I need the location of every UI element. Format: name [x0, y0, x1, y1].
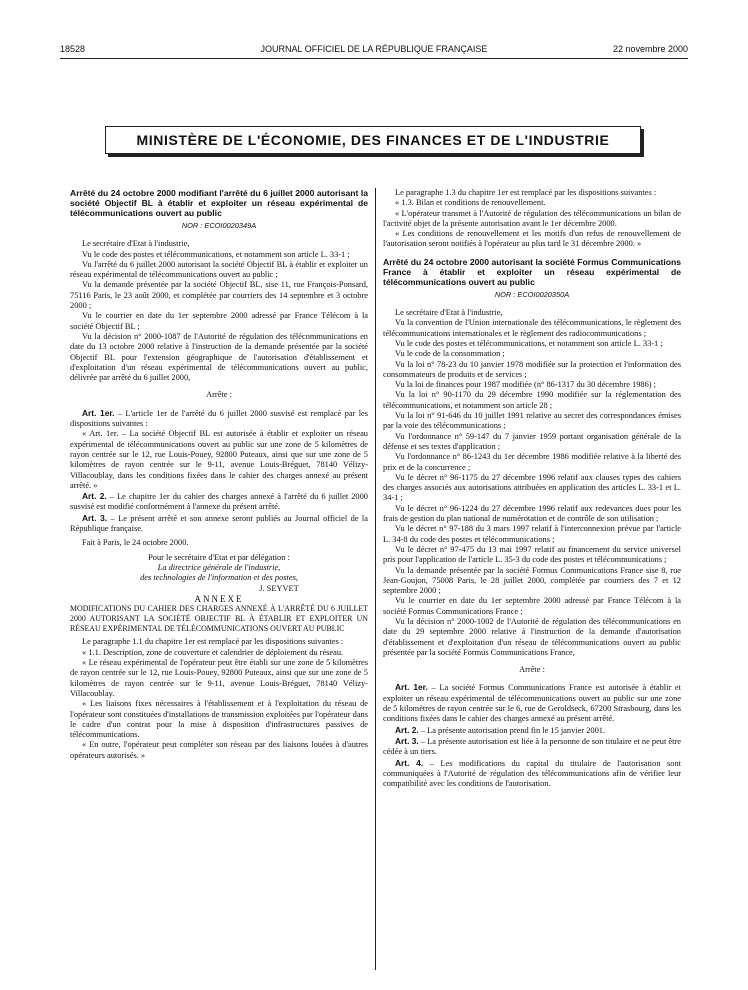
article-label: Art. 3. [82, 512, 108, 523]
arrete-heading: Arrête : [206, 390, 232, 400]
left-column [70, 188, 368, 761]
signature-line: La directrice générale de l'industrie, [157, 562, 281, 572]
paragraph: Vu le décret n° 96-1224 du 27 décembre 1996 relatif aux redevances dues pour les frais de gestion du plan national de numérotation et de contrôle de son utilisation ; [383, 503, 681, 524]
journal-title: JOURNAL OFFICIEL DE LA RÉPUBLIQUE FRANÇAISE [260, 44, 488, 54]
article: Art. 2. – La présente autorisation prend fin le 15 janvier 2001. [395, 724, 606, 735]
nor-reference: NOR : ECOI0020350A [494, 289, 570, 299]
ministry-banner [105, 126, 641, 154]
article-label: Art. 2. [82, 491, 107, 502]
article: Art. 3. – La présente autorisation est liée à la personne de son titulaire et ne peut être cédée à un tiers. [383, 735, 681, 757]
paragraph: « 1.1. Description, zone de couverture et calendrier de déploiement du réseau. [82, 647, 344, 657]
paragraph: « Les liaisons fixes nécessaires à l'établissement et à l'exploitation du réseau de l'opérateur sont constituées d'installations de transmission exploitées par l'opérateur dans le cadre d'un contrat pour la mise à disposition d'infrastructures passives de télécommunications. [70, 699, 368, 740]
paragraph: « Le réseau expérimental de l'opérateur peut être établi sur une zone de 5 kilomètres de rayon centrée sur le 12, rue Louis-Pouey, 92800 Puteaux, ainsi que sur une zone de 5 kilomètres de rayon centrée sur le 9-11, avenue Louis-Bréguet, 78140 Vélizy-Villacoublay. [70, 658, 368, 698]
column-divider [375, 188, 376, 970]
paragraph: Vu le décret n° 96-1175 du 27 décembre 1996 relatif aux clauses types des cahiers des charges associés aux autorisations attribuées en application des articles L. 33-1 et L. 34-1 ; [383, 472, 681, 503]
paragraph: Vu l'arrêté du 6 juillet 2000 autorisant la société Objectif BL à établir et exploiter un réseau expérimental de télécommunications ouvert au public ; [70, 259, 368, 280]
right-column [383, 188, 681, 789]
paragraph: Le paragraphe 1.1 du chapitre 1er est remplacé par les dispositions suivantes : [82, 637, 344, 647]
paragraph: « En outre, l'opérateur peut compléter son réseau par des liaisons louées à d'autres opérateurs autorisés. » [70, 740, 368, 760]
article: Art. 1er. – L'article 1er de l'arrêté du 6 juillet 2000 susvisé est remplacé par les dispositions suivantes : [70, 407, 368, 429]
article: Art. 2. – Le chapitre 1er du cahier des charges annexé à l'arrêté du 6 juillet 2000 susvisé est modifié conformément à l'annexe du présent arrêté. [70, 491, 368, 512]
paragraph: Vu la demande présentée par la société Formus Communications France sise 8, rue Jean-Goujon, 75008 Paris, le 28 juillet 2000, complétée par courriers des 7 et 12 septembre 2000 ; [383, 565, 681, 596]
annexe-heading: ANNEXE [194, 593, 244, 604]
signatory-name: J. SEYVET [259, 583, 299, 593]
article: Art. 1er. – La société Formus Communications France est autorisée à établir et exploiter un réseau expérimental de télécommunications ouvert au public sur une zone de 5 kilomètres de rayon centrée sur le 6, rue de Geroldseck, 67200 Strasbourg, dans les conditions fixées dans le cahier des charges annexé au présent arrêté. [383, 682, 681, 724]
header-divider [60, 58, 688, 59]
article-label: Art. 1er. [395, 682, 428, 693]
paragraph: « Les conditions de renouvellement et les motifs d'un refus de renouvellement de l'autorisation seront notifiés à l'opérateur au plus tard le 31 décembre 2000. » [383, 229, 681, 249]
arrete-heading: Arrête : [519, 665, 545, 675]
ministry-title: MINISTÈRE DE L'ÉCONOMIE, DES FINANCES ET DE L'INDUSTRIE [136, 132, 610, 148]
paragraph: Vu le décret n° 97-188 du 3 mars 1997 relatif à l'interconnexion prévue par l'article L. 34-8 du code des postes et télécommunications ; [383, 524, 681, 544]
decree-title: Arrêté du 24 octobre 2000 modifiant l'arrêté du 6 juillet 2000 autorisant la société Objectif BL à établir et exploiter un réseau expérimental de télécommunications ouvert au public [70, 188, 368, 218]
nor-reference: NOR : ECOI0020349A [181, 221, 257, 230]
paragraph: Vu la demande présentée par la société Objectif BL, sise 11, rue François-Ponsard, 75116 Paris, le 23 août 2000, et complétée par courriers des 14 septembre et 3 octobre 2000 ; [70, 280, 368, 311]
paragraph: Le secrétaire d'Etat à l'industrie, [395, 308, 503, 318]
paragraph: Vu le courrier en date du 1er septembre 2000 adressé par France Télécom à la société Formus Communications France ; [383, 596, 681, 616]
page-number: 18528 [60, 44, 86, 54]
paragraph: Vu le décret n° 97-475 du 13 mai 1997 relatif au financement du service universel pris pour l'application de l'article L. 35-3 du code des postes et télécommunications ; [383, 544, 681, 565]
article-quote: « Art. 1er. – La société Objectif BL est autorisée à établir et exploiter un réseau expérimental de télécommunications ouvert au public sur une zone de 5 kilomètres de rayon centrée sur le 12, rue Louis-Pouey, 92800 Puteaux, ainsi que sur une zone de 5 kilomètres de rayon centrée sur le 9-11, avenue Louis-Bréguet, 78140 Vélizy-Villacoublay, dans les conditions fixées dans le cahier des charges annexé au présent arrêté. » [70, 429, 368, 490]
paragraph: Le secrétaire d'Etat à l'industrie, [82, 239, 190, 249]
paragraph: Vu la loi n° 91-646 du 10 juillet 1991 relative au secret des correspondances émises par la voie des télécommunications ; [383, 411, 681, 431]
paragraph: Vu l'ordonnance n° 59-147 du 7 janvier 1959 portant organisation générale de la défense et ses textes d'application ; [383, 431, 681, 451]
signature-place-date: Fait à Paris, le 24 octobre 2000. [82, 538, 189, 548]
paragraph: « L'opérateur transmet à l'Autorité de régulation des télécommunications un bilan de l'activité objet de la présente autorisation avant le 1er décembre 2000. [383, 208, 681, 228]
article-label: Art. 2. [395, 724, 419, 735]
paragraph: Vu le code des postes et télécommunications, et notamment son article L. 33-1 ; [82, 249, 350, 259]
article-label: Art. 4. [395, 757, 424, 768]
paragraph: « 1.3. Bilan et conditions de renouvellement. [395, 198, 546, 208]
paragraph: Vu la loi n° 90-1170 du 29 décembre 1990 modifiée sur la réglementation des télécommunications, et notamment son article 28 ; [383, 390, 681, 410]
annexe-title: MODIFICATIONS DU CAHIER DES CHARGES ANNEXÉ À L'ARRÊTÉ DU 6 JUILLET 2000 AUTORISANT LA SOCIÉTÉ OBJECTIF BL À ÉTABLIR ET EXPLOITER UN RÉSEAU EXPÉRIMENTAL DE TÉLÉCOMMUNICATIONS OUVERT AU PUBLIC [70, 604, 368, 633]
article-label: Art. 3. [395, 735, 419, 746]
article: Art. 4. – Les modifications du capital du titulaire de l'autorisation sont communiquées à l'Autorité de régulation des télécommunications afin de vérifier leur compatibilité avec les conditions de l'autorisation. [383, 757, 681, 789]
paragraph: Vu le code de la consommation ; [395, 349, 505, 359]
paragraph: Vu la loi de finances pour 1987 modifiée (n° 86-1317 du 30 décembre 1986) ; [395, 380, 657, 390]
paragraph: Vu le code des postes et télécommunications, et notamment son article L. 33-1 ; [395, 338, 663, 348]
paragraph: Vu l'ordonnance n° 86-1243 du 1er décembre 1986 modifiée relative à la liberté des prix et de la concurrence ; [383, 452, 681, 472]
signature-line: des technologies de l'information et des postes, [140, 573, 298, 583]
paragraph: Vu la loi n° 78-23 du 10 janvier 1978 modifiée sur la protection et l'information des consommateurs de produits et de services ; [383, 359, 681, 379]
paragraph: Vu la décision n° 2000-1087 de l'Autorité de régulation des télécommunications en date du 13 octobre 2000 relative à l'instruction de la demande présentée par la société Objectif BL pour l'extension géographique de l'autorisation d'établissement et d'exploitation d'un réseau expérimental de télécommunications ouvert au public, délivrée par arrêté du 6 juillet 2000, [70, 331, 368, 383]
paragraph: Le paragraphe 1.3 du chapitre 1er est remplacé par les dispositions suivantes : [395, 188, 657, 197]
paragraph: Vu le courrier en date du 1er septembre 2000 adressé par France Télécom à la société Objectif BL ; [70, 311, 368, 331]
article: Art. 3. – Le présent arrêté et son annexe seront publiés au Journal officiel de la République française. [70, 512, 368, 534]
article-label: Art. 1er. [82, 407, 115, 418]
paragraph: Vu la décision n° 2000-1002 de l'Autorité de régulation des télécommunications en date du 29 septembre 2000 relative à l'instruction de la demande d'autorisation d'établissement et d'exploitation d'un réseau de télécommunications ouvert au public présentée par la société Formus Communications France, [383, 616, 681, 657]
paragraph: Vu la convention de l'Union internationale des télécommunications, le règlement des télécommunications internationales et le règlement des radiocommunications ; [383, 318, 681, 338]
signature-line: Pour le secrétaire d'Etat et par délégation : [148, 552, 290, 562]
issue-date: 22 novembre 2000 [612, 44, 688, 54]
decree-title: Arrêté du 24 octobre 2000 autorisant la société Formus Communications France à établir et exploiter un réseau expérimental de télécommunications ouvert au public [383, 256, 681, 287]
